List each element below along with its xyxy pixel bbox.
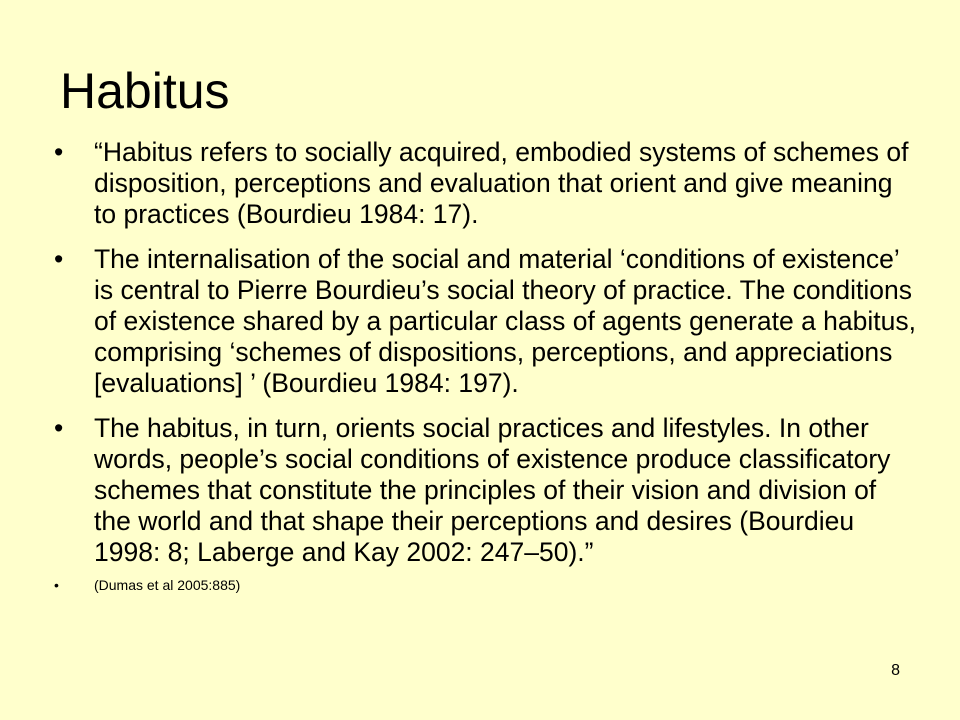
bullet-item-definition xyxy=(54,137,920,230)
bullet-icon: • xyxy=(54,577,59,593)
page-number: 8 xyxy=(891,662,900,679)
slide-title: Habitus xyxy=(60,63,230,119)
bullet-list xyxy=(54,137,920,594)
bullet-text: The habitus, in turn, orients social practices and lifestyles. In other words, people’s social conditions of existence produce classificatory schemes that constitute the principles of their vision and division of the world and that shape their perceptions and desires (Bourdieu 1998: 8; Laberge and Kay 2002: 247–50).” xyxy=(94,413,891,567)
bullet-icon: • xyxy=(54,244,64,274)
bullet-item-internalisation xyxy=(54,244,920,399)
bullet-icon: • xyxy=(54,137,64,167)
bullet-item-citation xyxy=(54,576,920,594)
bullet-icon: • xyxy=(54,413,64,443)
bullet-item-orientation xyxy=(54,413,920,568)
bullet-text: The internalisation of the social and material ‘conditions of existence’ is central to Pierre Bourdieu’s social theory of practice. The conditions of existence shared by a particular class of agents generate a habitus, comprising ‘schemes of dispositions, perceptions, and appreciations [evaluations] ’ (Bourdieu 1984: 197). xyxy=(94,244,916,398)
bullet-text: “Habitus refers to socially acquired, embodied systems of schemes of disposition, perceptions and evaluation that orient and give meaning to practices (Bourdieu 1984: 17). xyxy=(94,137,909,229)
bullet-text: (Dumas et al 2005:885) xyxy=(94,577,241,593)
